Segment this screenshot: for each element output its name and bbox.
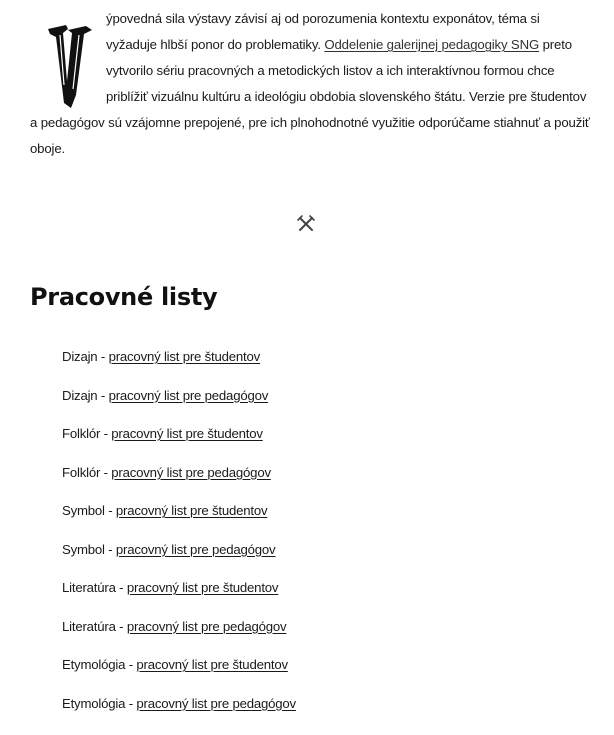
- worksheet-link[interactable]: pracovný list pre pedagógov: [108, 387, 269, 403]
- worksheet-item: [62, 344, 296, 383]
- worksheet-topic: Literatúra: [62, 580, 116, 595]
- worksheet-item: [62, 421, 296, 460]
- worksheet-link[interactable]: pracovný list pre študentov: [108, 349, 261, 364]
- worksheet-item: [62, 614, 296, 653]
- intro-text-end: preto vytvorilo sériu pracovných a metodických listov a ich interaktívnou formou chce priblížiť vizuálnu kultúru a ideológiu obdobia slovenského štátu. Verzie pre študentov a pedagógov sú vzájomne prepojené, pre ich plnohodnotné využitie odporúčame stiahnuť a použiť oboje.: [30, 37, 590, 156]
- worksheet-topic: Symbol: [62, 503, 105, 518]
- worksheet-separator: -: [97, 387, 109, 403]
- worksheet-item: [62, 691, 296, 730]
- worksheet-link[interactable]: pracovný list pre študentov: [111, 426, 263, 441]
- crossed-swords-icon: [296, 214, 316, 234]
- worksheet-item: [62, 460, 296, 499]
- worksheet-separator: -: [115, 580, 127, 595]
- intro-section: [30, 0, 590, 162]
- worksheet-topic: Etymológia: [62, 695, 126, 711]
- worksheet-link[interactable]: pracovný list pre študentov: [115, 503, 268, 518]
- intro-text-start: ýpovedná sila výstavy závisí aj od porozumenia kontextu exponátov, téma si vyžaduje hlbší ponor do problematiky.: [106, 11, 540, 52]
- worksheet-separator: -: [125, 695, 137, 711]
- worksheet-topic: Literatúra: [62, 618, 116, 634]
- intro-paragraph: [30, 0, 590, 162]
- worksheet-topic: Dizajn: [62, 387, 98, 403]
- worksheet-separator: -: [104, 541, 116, 557]
- drop-cap: [46, 25, 94, 109]
- worksheet-link[interactable]: pracovný list pre študentov: [126, 580, 279, 595]
- worksheet-item: [62, 575, 296, 614]
- worksheet-topic: Dizajn: [62, 349, 98, 364]
- worksheet-link[interactable]: pracovný list pre pedagógov: [115, 541, 276, 557]
- worksheet-separator: -: [100, 464, 112, 480]
- worksheet-separator: -: [104, 503, 116, 518]
- worksheet-link[interactable]: pracovný list pre pedagógov: [111, 464, 271, 480]
- worksheet-link[interactable]: pracovný list pre pedagógov: [126, 618, 287, 634]
- worksheet-separator: -: [100, 426, 112, 441]
- worksheet-topic: Symbol: [62, 541, 105, 557]
- worksheet-link[interactable]: pracovný list pre študentov: [136, 657, 288, 672]
- worksheet-list: [62, 344, 296, 729]
- worksheet-separator: -: [125, 657, 137, 672]
- worksheet-item: [62, 537, 296, 576]
- worksheet-separator: -: [97, 349, 109, 364]
- worksheet-topic: Etymológia: [62, 657, 126, 672]
- drop-cap-v-glyph: [46, 25, 94, 109]
- section-title: Pracovné listy: [30, 283, 218, 311]
- worksheet-separator: -: [115, 618, 127, 634]
- worksheet-item: [62, 652, 296, 691]
- worksheet-link[interactable]: pracovný list pre pedagógov: [136, 695, 296, 711]
- gallery-education-link[interactable]: Oddelenie galerijnej pedagogiky SNG: [324, 37, 540, 52]
- worksheet-item: [62, 498, 296, 537]
- worksheet-topic: Folklór: [62, 426, 101, 441]
- worksheet-topic: Folklór: [62, 464, 101, 480]
- worksheet-item: [62, 383, 296, 422]
